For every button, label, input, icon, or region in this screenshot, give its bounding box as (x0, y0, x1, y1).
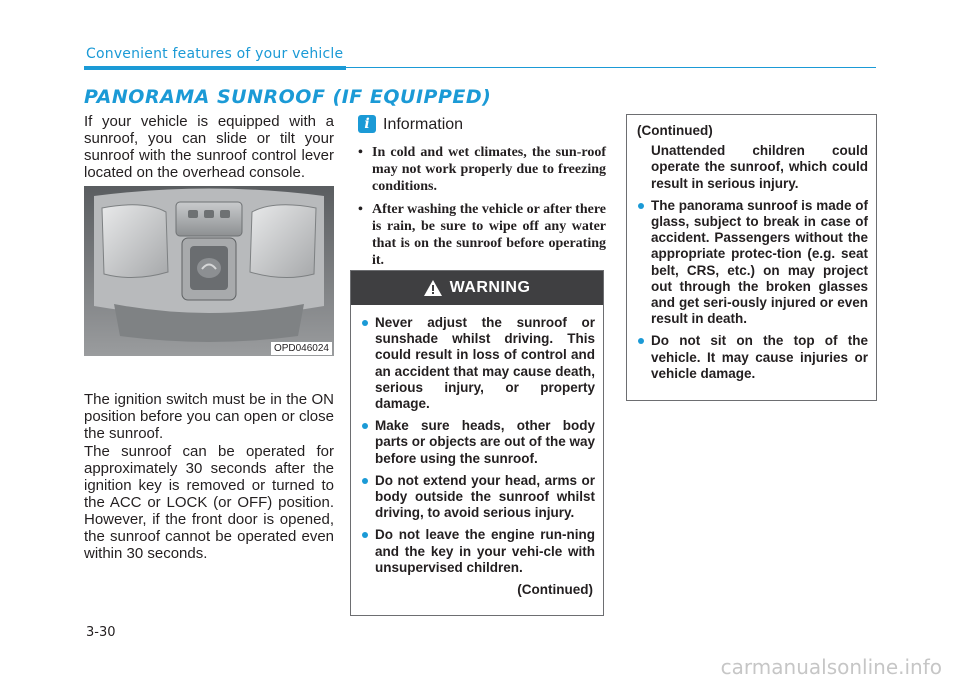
list-item: Make sure heads, other body parts or objects are out of the way before using the sunroof. (361, 418, 595, 467)
continued-warning-box (626, 114, 877, 401)
operation-time-paragraph: The sunroof can be operated for approximately 30 seconds after the ignition key is removed or turned to the ACC or LOCK (or OFF) position. However, if the front door is opened, the sunroof cannot be operated even within 30 seconds. (84, 443, 334, 562)
section-header: Convenient features of your vehicle (86, 46, 344, 62)
information-list (356, 144, 606, 275)
overhead-console-photo (84, 186, 334, 356)
list-item: • In cold and wet climates, the sun-roof may not work properly due to freezing conditions. (356, 144, 606, 195)
watermark: carmanualsonline.info (720, 655, 942, 679)
overhead-console-illustration (84, 186, 334, 356)
warning-list (351, 305, 603, 576)
ignition-paragraph: The ignition switch must be in the ON position before you can open or close the sunroof. (84, 391, 334, 442)
intro-paragraph: If your vehicle is equipped with a sunroof, you can slide or tilt your sunroof with the sunroof control lever located on the overhead console. (84, 113, 334, 181)
warning-continued: (Continued) (517, 582, 593, 598)
page-title: PANORAMA SUNROOF (IF EQUIPPED) (84, 86, 492, 108)
information-title: Information (383, 116, 464, 133)
list-item: Do not sit on the top of the vehicle. It may cause injuries or vehicle damage. (637, 333, 868, 382)
list-item: Never adjust the sunroof or sunshade whilst driving. This could result in loss of control and an accident that may cause death, serious injury, or property damage. (361, 315, 595, 412)
warning-header (351, 271, 603, 305)
list-item: Do not extend your head, arms or body outside the sunroof whilst driving, to avoid serious injury. (361, 473, 595, 522)
page-number: 3-30 (86, 625, 116, 640)
continued-text: Unattended children could operate the sunroof, which could result in serious injury. (651, 143, 868, 191)
header-rule (346, 67, 876, 68)
warning-title: WARNING (449, 279, 531, 296)
list-item: • After washing the vehicle or after there is rain, be sure to wipe off any water that is on the sunroof before operating it. (356, 201, 606, 269)
photo-label: OPD046024 (271, 342, 332, 355)
info-icon: i (358, 115, 376, 133)
warning-triangle-icon (424, 280, 442, 296)
warning-box (350, 270, 604, 616)
continued-list (637, 198, 868, 382)
header-accent-bar (84, 66, 346, 70)
continued-heading: (Continued) (637, 123, 713, 138)
list-item: Do not leave the engine run-ning and the key in your vehi-cle with unsupervised children. (361, 527, 595, 576)
list-item: The panorama sunroof is made of glass, subject to break in case of accident. Passengers without the appropriate protec-tion (e.g. seat belt, CRS, etc.) on may project out through the broken glasses and get seri-ously injured or even result in death. (637, 198, 868, 328)
